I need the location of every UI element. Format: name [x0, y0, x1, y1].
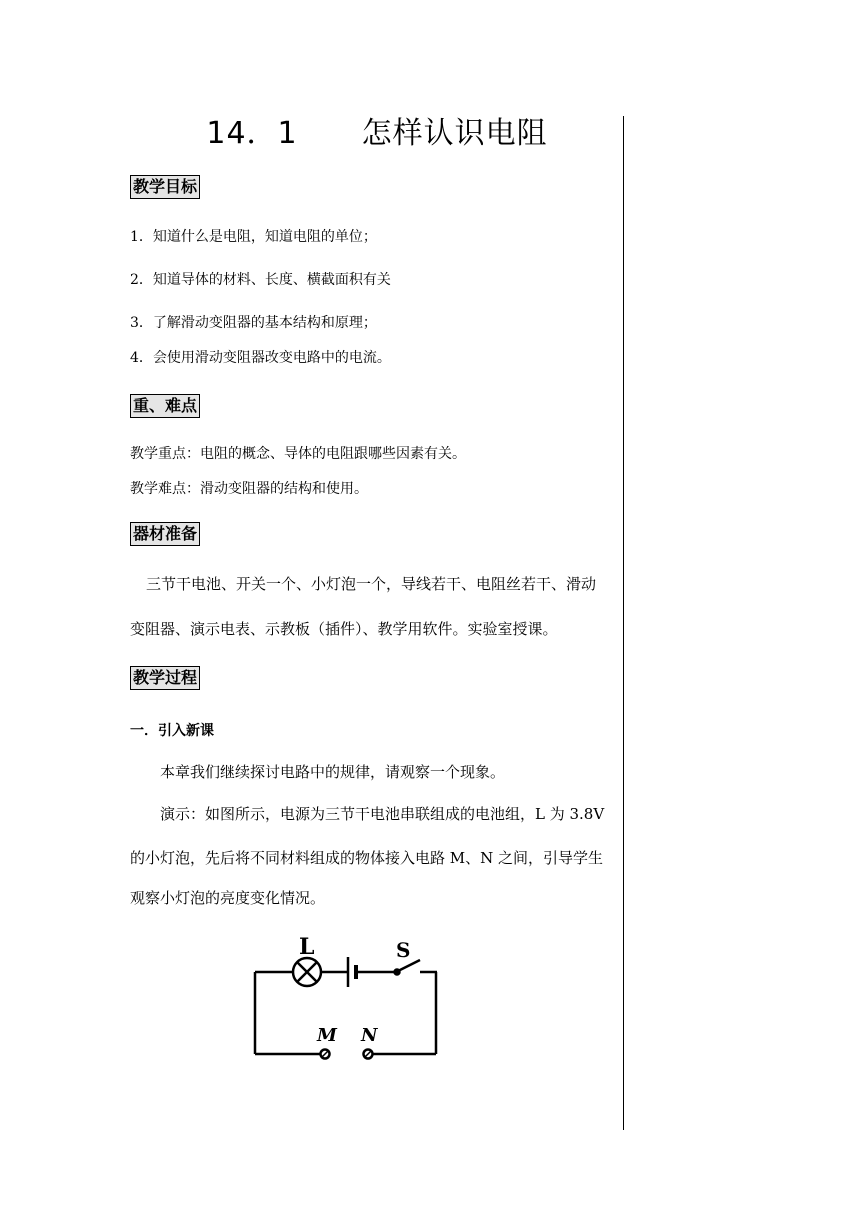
lamp-label: L — [299, 935, 315, 960]
process-line: 本章我们继续探讨电路中的规律，请观察一个现象。 — [160, 763, 506, 781]
objective-item: 2．知道导体的材料、长度、横截面积有关 — [130, 272, 391, 288]
objective-item: 3．了解滑动变阻器的基本结构和原理； — [130, 315, 377, 331]
terminal-n-label: N — [361, 1025, 378, 1046]
section-heading-process: 教学过程 — [130, 666, 200, 690]
section-heading-equipment: 器材准备 — [130, 522, 200, 546]
page-title — [130, 108, 624, 152]
title-number: 14．1 — [206, 116, 298, 151]
process-line: 观察小灯泡的亮度变化情况。 — [130, 889, 326, 907]
section-heading-objectives: 教学目标 — [130, 175, 200, 199]
title-text: 怎样认识电阻 — [361, 116, 548, 151]
objective-item: 1．知道什么是电阻，知道电阻的单位； — [130, 229, 377, 245]
key-point-item: 教学重点：电阻的概念、导体的电阻跟哪些因素有关。 — [130, 446, 466, 462]
process-line: 演示：如图所示，电源为三节干电池串联组成的电池组，L 为 3.8V — [160, 805, 605, 823]
circuit-diagram — [240, 935, 450, 1070]
section-heading-key-points: 重、难点 — [130, 394, 200, 418]
column-divider — [623, 116, 624, 1130]
subsection-heading: 一．引入新课 — [130, 723, 214, 739]
terminal-m-label: M — [317, 1025, 337, 1046]
key-point-item: 教学难点：滑动变阻器的结构和使用。 — [130, 481, 368, 497]
equipment-line: 三节干电池、开关一个、小灯泡一个，导线若干、电阻丝若干、滑动 — [146, 575, 597, 593]
objective-item: 4．会使用滑动变阻器改变电路中的电流。 — [130, 350, 391, 366]
switch-label: S — [396, 938, 411, 962]
process-line: 的小灯泡，先后将不同材料组成的物体接入电路 M、N 之间，引导学生 — [130, 849, 604, 867]
equipment-line: 变阻器、演示电表、示教板（插件）、教学用软件。实验室授课。 — [130, 620, 558, 638]
